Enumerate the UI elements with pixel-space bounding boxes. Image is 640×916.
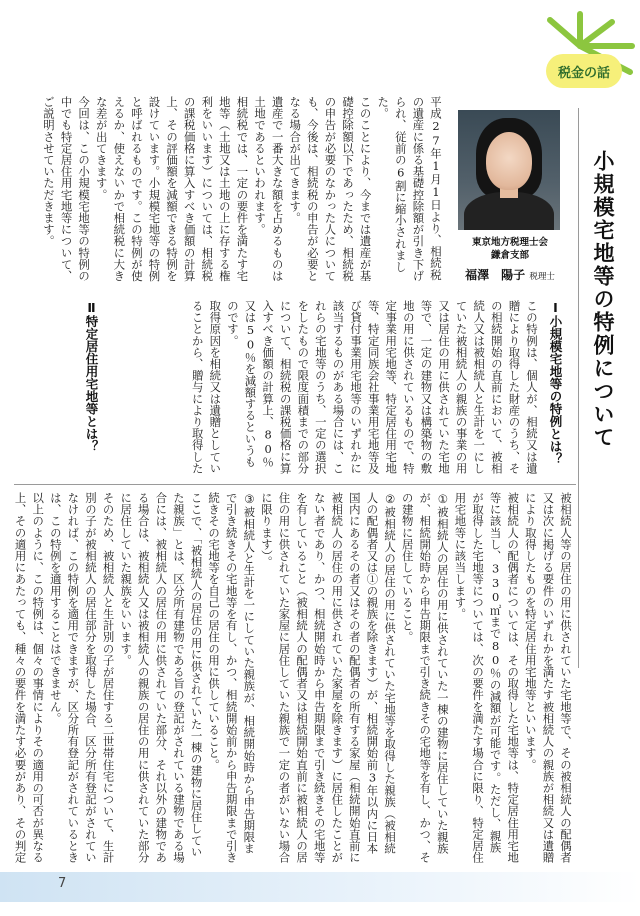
intro-text: 平成27年1月1日より、相続税の遺産に係る基礎控除額が引き下げられ、従前の6割に縮小されました。 このことにより、今までは遺産が基礎控除額以下であったため、相続税の申告が必要のなかった人についても、今後は、相続税の申告が必要となる場合が出てきます。 遺産で一番大きな額を占めるものは土地であるといわれます。 相続税では、一定の要件を満たす宅地等（土地又は土地の上に存する権利をいいます）については、相続税の課税価格に算入すべき価額の計算上、その評価額を減額できる特例を設けています。小規模宅地等の特例と呼ばれるものです。この特例が使えるか、使えないかで相続税に大きな差が出てきます。 今回は、この小規模宅地等の特例の中でも特定居住用宅地等について、ご説明させていただきます。	[41, 96, 443, 282]
author-branch: 鎌倉支部	[490, 250, 529, 261]
author-name: 福澤 陽子 税理士	[465, 268, 555, 282]
author-org: 東京地方税理士会	[471, 237, 548, 248]
section1-body: この特例は、個人が、相続又は遺贈により取得した財産のうち、その相続開始の直前において、被相続人又は被相続人と生計を一にしていた被相続人の親族の事業の用又は居住の用に供されていた宅地等で、一定の建物又は構築物の敷地の用に供されているもので、特定事業用宅地等、特定居住用宅地等、特定同族会社事業用宅地等及び貸付事業用宅地等のいずれかに該当するものがある場合には、これらの宅地等のうち、一定の選択をしたもので限度面積までの部分について、相続税の課税価格に算入すべき価額の計算上、80％又は50％を減額するというものです。 取得原因を相続又は遺贈としていることから、贈与により取得した	[190, 300, 539, 474]
section2-body: 被相続人等の居住の用に供されていた宅地等で、その被相続人の配偶者又は次に掲げる要件のいずれかを満たす被相続人の親族が相続又は遺贈により取得したものを特定居住用宅地等といいます。 被相続人の配偶者については、その取得した宅地等は、特定居住用宅地等に該当し、330㎡まで80％の減額が可能です。ただし、親族が取得した宅地等については、次の要件を満たす場合に限り、特定居住用宅地等に該当します。 ①被相続人の居住の用に供されていた一棟の建物に居住していた親族が、相続開始時から申告期限まで引き続きその宅地等を有し、かつ、その建物に居住していること。 ②被相続人の居住の用に供されていた宅地等を取得した親族（被相続人の配偶者又は①の親族を除きます）が、相続開始前3年以内に日本国内にあるその者又はその者の配偶者の所有する家屋（相続開始直前に被相続人の居住の用に供されていた家屋を除きます）に居住したことがない者であり、かつ、相続開始時から申告期限まで引き続きその宅地等を有していること（被相続人の配偶者又は相続開始直前に被相続人の居住の用に供されていた家屋に居住していた親族で一定の者がいない場合に限ります）。 ③被相続人と生計を一にしていた親族が、相続開始時から申告期限まで引き続きその宅地等を有し、かつ、相続開始前から申告期限まで引き続きその宅地等を自己の居住の用に供していること。 ここで、「被相続人の居住の用に供されていた一棟の建物に居住していた親族」とは、区分所有建物である旨の登記がされている建物である場合には、被相続人の居住の用に供されていた部分、それ以外の建物である場合は、被相続人又は被相続人の親族の居住の用に供されていた部分に居住していた親族をいいます。 そのため、被相続人と生計別の子が居住する二世帯住宅について、生計別の子が被相続人の居住部分を取得した場合、区分所有登記がされていなければ、この特例を適用できますが、区分所有登記がされているときは、この特例を適用することはできません。 以上のように、この特例は、個々の事情によりその適用の可否が異なる上、その適用にあたっても、種々の要件を満たす必要があり、その判定	[14, 492, 573, 864]
author-role: 税理士	[529, 272, 555, 282]
section2-heading: Ⅱ特定居住用宅地等とは？	[84, 300, 99, 453]
column-badge: 税金の話	[546, 54, 622, 88]
author-caption	[456, 236, 564, 283]
title-divider	[578, 108, 579, 668]
footer-bar	[0, 872, 640, 902]
page-number: 7	[58, 876, 67, 891]
mid-divider	[14, 484, 576, 485]
author-photo	[458, 110, 560, 230]
section1-heading: Ⅰ小規模宅地等の特例とは？	[548, 300, 563, 465]
article-title: 小規模宅地等の特例について	[591, 150, 615, 449]
